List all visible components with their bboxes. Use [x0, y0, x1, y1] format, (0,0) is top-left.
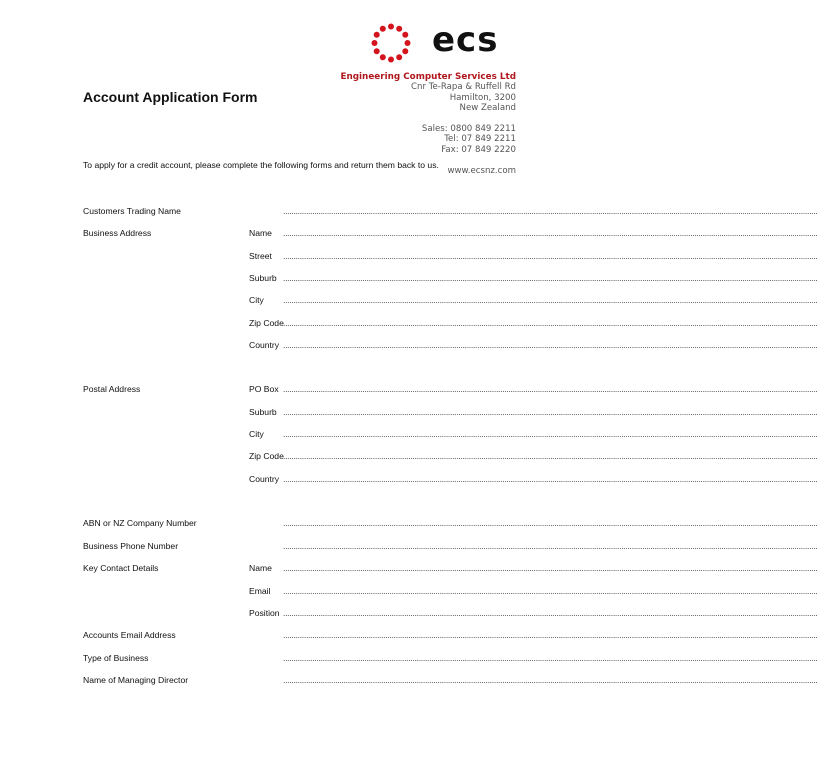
- director-field[interactable]: ................................................................................................................................................................................................................................................................: [283, 675, 817, 685]
- contact-name-field[interactable]: ................................................................................................................................................................................................................................................................: [283, 563, 817, 573]
- intro-text: To apply for a credit account, please complete the following forms and return them back to us.: [83, 160, 439, 170]
- country-label: Country: [249, 340, 280, 350]
- business-address-label: Business Address: [83, 228, 152, 238]
- po-box-field[interactable]: ................................................................................................................................................................................................................................................................: [283, 384, 817, 394]
- suburb-label: Suburb: [249, 273, 277, 283]
- zip-code-label: Zip Code: [249, 318, 284, 328]
- business-name-label: Name: [249, 228, 272, 238]
- abn-field[interactable]: ................................................................................................................................................................................................................................................................: [283, 518, 817, 528]
- phone-field[interactable]: ................................................................................................................................................................................................................................................................: [283, 541, 817, 551]
- contact-position-field[interactable]: ................................................................................................................................................................................................................................................................: [283, 608, 817, 618]
- sales-phone: Sales: 0800 849 2211: [421, 124, 516, 135]
- business-type-label: Type of Business: [83, 653, 149, 663]
- postal-city-label: City: [249, 429, 264, 439]
- director-label: Name of Managing Director: [83, 675, 189, 685]
- business-name-field[interactable]: ................................................................................................................................................................................................................................................................: [283, 228, 817, 238]
- phone-label: Business Phone Number: [83, 541, 179, 551]
- suburb-field[interactable]: ................................................................................................................................................................................................................................................................: [283, 273, 817, 283]
- company-name: Engineering Computer Services Ltd: [340, 72, 516, 82]
- tel-phone: Tel: 07 849 2211: [444, 134, 516, 145]
- address-line: Cnr Te-Rapa & Ruffell Rd: [411, 82, 516, 93]
- contact-position-label: Position: [249, 608, 280, 618]
- postal-address-label: Postal Address: [83, 384, 141, 394]
- page-title: Account Application Form: [83, 89, 258, 105]
- po-box-label: PO Box: [249, 384, 279, 394]
- zip-code-field[interactable]: ................................................................................................................................................................................................................................................................: [283, 318, 817, 328]
- postal-city-field[interactable]: ................................................................................................................................................................................................................................................................: [283, 429, 817, 439]
- postal-suburb-label: Suburb: [249, 407, 277, 417]
- trading-name-field[interactable]: ................................................................................................................................................................................................................................................................: [283, 206, 817, 216]
- postal-zip-code-field[interactable]: ................................................................................................................................................................................................................................................................: [283, 451, 817, 461]
- street-label: Street: [249, 251, 272, 261]
- business-type-field[interactable]: ................................................................................................................................................................................................................................................................: [283, 653, 817, 663]
- contact-name-label: Name: [249, 563, 272, 573]
- accounts-email-field[interactable]: ................................................................................................................................................................................................................................................................: [283, 630, 817, 640]
- trading-name-label: Customers Trading Name: [83, 206, 181, 216]
- country-field[interactable]: ................................................................................................................................................................................................................................................................: [283, 340, 817, 350]
- city-label: City: [249, 295, 264, 305]
- contact-email-label: Email: [249, 586, 271, 596]
- key-contact-label: Key Contact Details: [83, 563, 159, 573]
- street-field[interactable]: ................................................................................................................................................................................................................................................................: [283, 251, 817, 261]
- contact-email-field[interactable]: ................................................................................................................................................................................................................................................................: [283, 586, 817, 596]
- logo-wordmark: ecs: [432, 20, 499, 60]
- address-line: Hamilton, 3200: [449, 92, 516, 103]
- accounts-email-label: Accounts Email Address: [83, 630, 176, 640]
- address-line: New Zealand: [459, 102, 516, 113]
- fax-number: Fax: 07 849 2220: [441, 144, 516, 155]
- postal-country-label: Country: [249, 474, 280, 484]
- postal-zip-code-label: Zip Code: [249, 451, 284, 461]
- website-link[interactable]: www.ecsnz.com: [447, 166, 516, 177]
- postal-suburb-field[interactable]: ................................................................................................................................................................................................................................................................: [283, 407, 817, 417]
- city-field[interactable]: ................................................................................................................................................................................................................................................................: [283, 295, 817, 305]
- postal-country-field[interactable]: ................................................................................................................................................................................................................................................................: [283, 474, 817, 484]
- abn-label: ABN or NZ Company Number: [83, 518, 197, 528]
